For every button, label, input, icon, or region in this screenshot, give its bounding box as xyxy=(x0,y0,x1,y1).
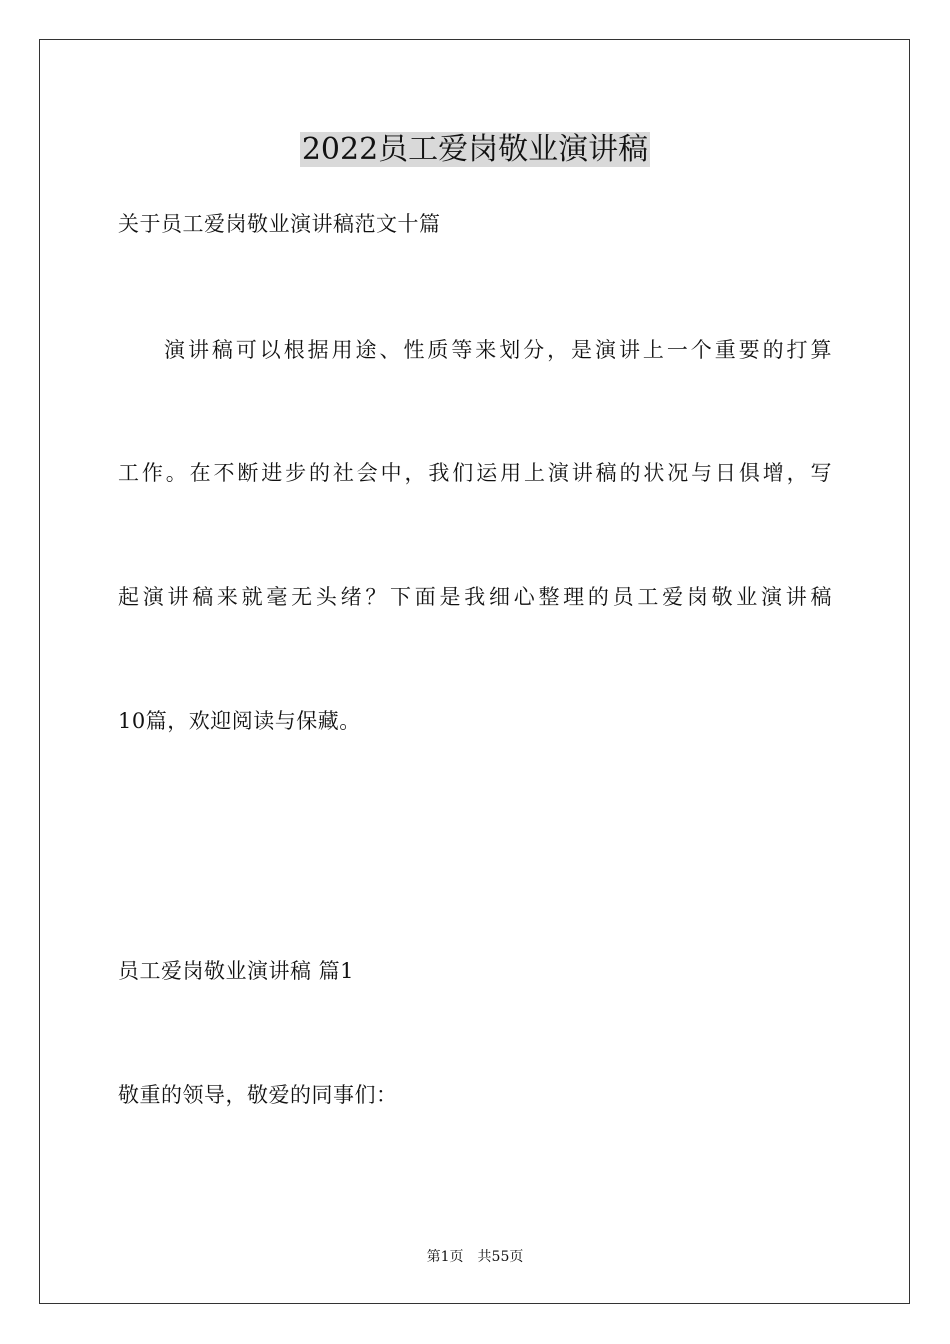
document-title-text: 2022员工爱岗敬业演讲稿 xyxy=(301,132,649,167)
intro-paragraph-line-1: 演讲稿可以根据用途、性质等来划分，是演讲上一个重要的打算 xyxy=(164,338,832,362)
document-subtitle: 关于员工爱岗敬业演讲稿范文十篇 xyxy=(118,212,441,236)
intro-paragraph-line-4: 10篇，欢迎阅读与保藏。 xyxy=(118,709,361,733)
intro-paragraph-line-2: 工作。在不断进步的社会中，我们运用上演讲稿的状况与日俱增，写 xyxy=(118,461,832,485)
page-footer: 第1页 共55页 xyxy=(426,1249,524,1265)
intro-paragraph-line-3: 起演讲稿来就毫无头绪？下面是我细心整理的员工爱岗敬业演讲稿 xyxy=(118,585,832,609)
salutation: 敬重的领导，敬爱的同事们： xyxy=(118,1083,398,1107)
section-heading: 员工爱岗敬业演讲稿 篇1 xyxy=(118,959,355,983)
document-title xyxy=(0,126,950,174)
